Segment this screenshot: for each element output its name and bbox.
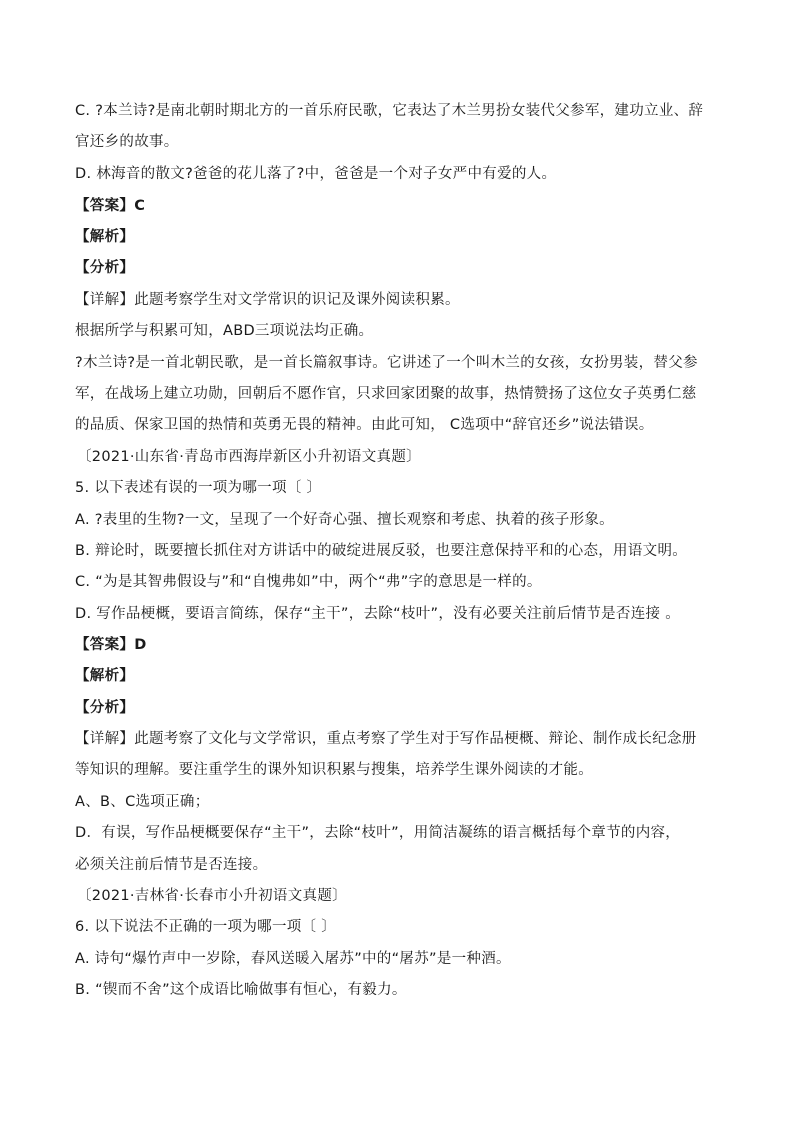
question-6-stem: 6. 以下说法不正确的一项为哪一项〔 〕 [75,919,337,935]
analysis-heading: 【解析】 [75,229,135,245]
explanation-line: 等知识的理解。要注重学生的课外知识积累与搜集，培养学生课外阅读的才能。 [75,762,593,778]
source-citation: 〔2021·吉林省·长春市小升初语文真题〕 [77,888,347,904]
explanation-line: A、B、C选项正确； [75,794,210,810]
answer-label: 【答案】D [75,637,147,653]
explanation-line: 军，在战场上建立功勋，回朝后不愿作官，只求回家团聚的故事，热情赞扬了这位女子英勇仁慈 [75,386,697,402]
question-5-stem: 5. 以下表述有误的一项为哪一项〔 〕 [75,480,322,496]
explanation-line: 根据所学与积累可知，ABD三项说法均正确。 [75,323,374,339]
option-c-line-1: C. ?本兰诗?是南北朝时期北方的一首乐府民歌，它表达了木兰男扮女装代父参军，建功立业、辞 [75,103,704,119]
detail-line: 【详解】此题考察学生对文学常识的识记及课外阅读积累。 [75,292,460,308]
breakdown-heading: 【分析】 [75,700,135,716]
question-6-option-a: A. 诗句“爆竹声中一岁除，春风送暖入屠苏”中的“屠苏”是一种酒。 [75,951,511,967]
question-5-option-a: A. ?表里的生物?一文，呈现了一个好奇心强、擅长观察和考虑、执着的孩子形象。 [75,512,614,528]
question-5-option-d: D. 写作品梗概，要语言简练，保存“主干”，去除“枝叶”，没有必要关注前后情节是否连接 。 [75,606,681,622]
analysis-heading: 【解析】 [75,668,135,684]
question-6-option-b: B. “锲而不舍”这个成语比喻做事有恒心，有毅力。 [75,982,407,998]
option-d: D. 林海音的散文?爸爸的花儿落了?中，爸爸是一个对子女严中有爱的人。 [75,166,557,182]
option-c-line-2: 官还乡的故事。 [75,134,179,150]
question-5-option-b: B. 辩论时，既要擅长抓住对方讲话中的破绽进展反驳，也要注意保持平和的心态，用语文明。 [75,543,688,559]
answer-label: 【答案】C [75,198,146,214]
detail-line: 【详解】此题考察了文化与文学常识，重点考察了学生对于写作品梗概、辩论、制作成长纪念册 [75,731,697,747]
explanation-line: 的品质、保家卫国的热情和英勇无畏的精神。由此可知， C选项中“辞官还乡”说法错误。 [75,417,654,433]
explanation-line: ?木兰诗?是一首北朝民歌，是一首长篇叙事诗。它讲述了一个叫木兰的女孩，女扮男装，替父参 [75,355,698,371]
explanation-line: D．有误，写作品梗概要保存“主干”，去除“枝叶”，用简洁凝练的语言概括每个章节的内容， [75,825,681,841]
source-citation: 〔2021·山东省·青岛市西海岸新区小升初语文真题〕 [77,449,421,465]
question-5-option-c: C. “为是其智弗假设与”和“自愧弗如”中，两个“弗”字的意思是一样的。 [75,574,542,590]
breakdown-heading: 【分析】 [75,260,135,276]
explanation-line: 必须关注前后情节是否连接。 [75,857,268,873]
